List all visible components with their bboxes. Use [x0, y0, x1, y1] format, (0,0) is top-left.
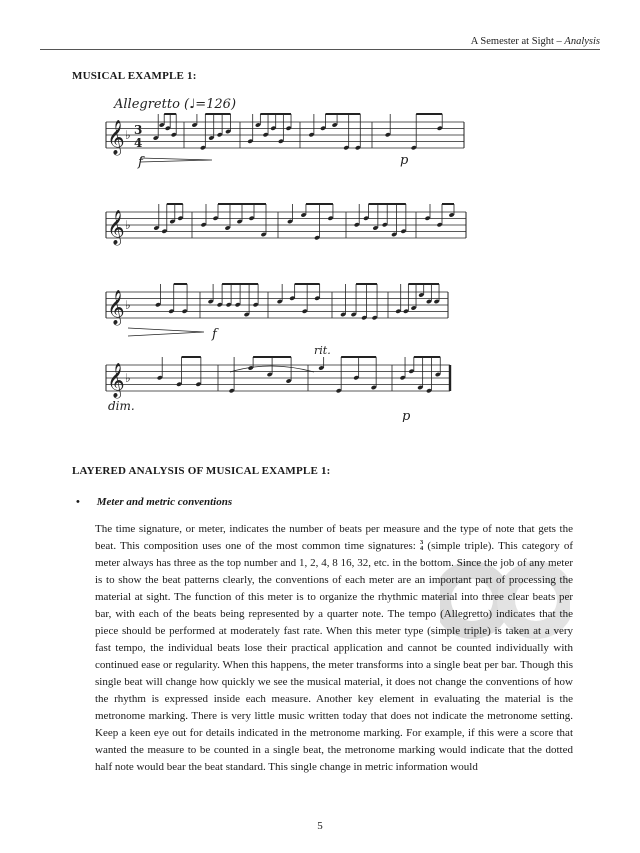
tempo-marking: Allegretto (♩=126)	[114, 97, 237, 112]
dynamic-marking: p	[400, 153, 409, 168]
time-signature-fraction	[420, 540, 423, 552]
section-name: Analysis	[564, 36, 600, 47]
dynamic-marking: f	[138, 155, 143, 170]
key-signature-flat: ♭	[125, 371, 131, 385]
treble-clef: 𝄞	[107, 120, 125, 155]
dynamic-marking: dim.	[108, 399, 135, 413]
hairpin	[140, 158, 212, 162]
treble-clef: 𝄞	[107, 290, 125, 325]
bullet-item	[76, 496, 232, 508]
time-signature-bottom: 4	[134, 136, 143, 150]
analysis-heading: LAYERED ANALYSIS OF MUSICAL EXAMPLE 1:	[72, 465, 331, 477]
paragraph-text-1: The time signature, or meter, indicates the number of beats per measure and the type of note that gets the beat. This composition uses one of the most common time signatures:	[95, 523, 573, 552]
page-number: 5	[317, 820, 323, 832]
dynamic-marking: p	[402, 409, 411, 422]
key-signature-flat: ♭	[125, 218, 131, 232]
body-paragraph	[95, 521, 573, 776]
dynamic-marking: rit.	[314, 344, 331, 357]
treble-clef: 𝄞	[107, 363, 125, 398]
treble-clef: 𝄞	[107, 210, 125, 245]
time-signature-top: 3	[134, 123, 143, 137]
example-heading: MUSICAL EXAMPLE 1:	[72, 70, 197, 82]
music-score	[100, 92, 470, 422]
bullet-title: Meter and metric conventions	[96, 496, 233, 508]
key-signature-flat: ♭	[125, 298, 131, 312]
hairpin	[128, 328, 204, 336]
fraction-bottom: 4	[420, 545, 424, 552]
running-head	[471, 36, 600, 47]
dynamic-marking: f	[212, 327, 217, 342]
header-rule	[40, 49, 600, 50]
bullet-dot: •	[76, 496, 80, 508]
book-title: A Semester at Sight –	[470, 36, 562, 47]
key-signature-flat: ♭	[125, 128, 131, 142]
fraction-top: 3	[420, 539, 424, 546]
paragraph-text-2: (simple triple). This category of meter always has three as the top number and 1, 2, 4, 8 16, 32, etc. in the bottom. Since the job of any meter is to show the beat patterns clearly, the conventions of each meter are an important part of processing the material at sight. The function of this meter is to organize the rhythmic material into three clear beats per bar, with each of the beats being represented by a quarter note. The tempo (Allegretto) indicates that the piece should be performed at moderately fast rate. When this meter type (simple triple) is taken at a very fast tempo, the individual beats lose their practical application and cannot be counted individually with continued ease or regularity. When this happens, the meter transforms into a single beat per bar. Though this single beat will change how quickly we see the musical material, it does not change the conventions of how the rhythm is expressed inside each measure. Another key element in evaluating the material is the metronome marking. There is very little music written today that does not indicate the metronome setting. Keep a keen eye out for details indicated in the metronome marking. For example, if this were a score that wanted the measure to be counted in a single beat, the metronome marking would indicate that the dotted half note would bear the beat standard. This single change in metric information would	[95, 540, 574, 773]
